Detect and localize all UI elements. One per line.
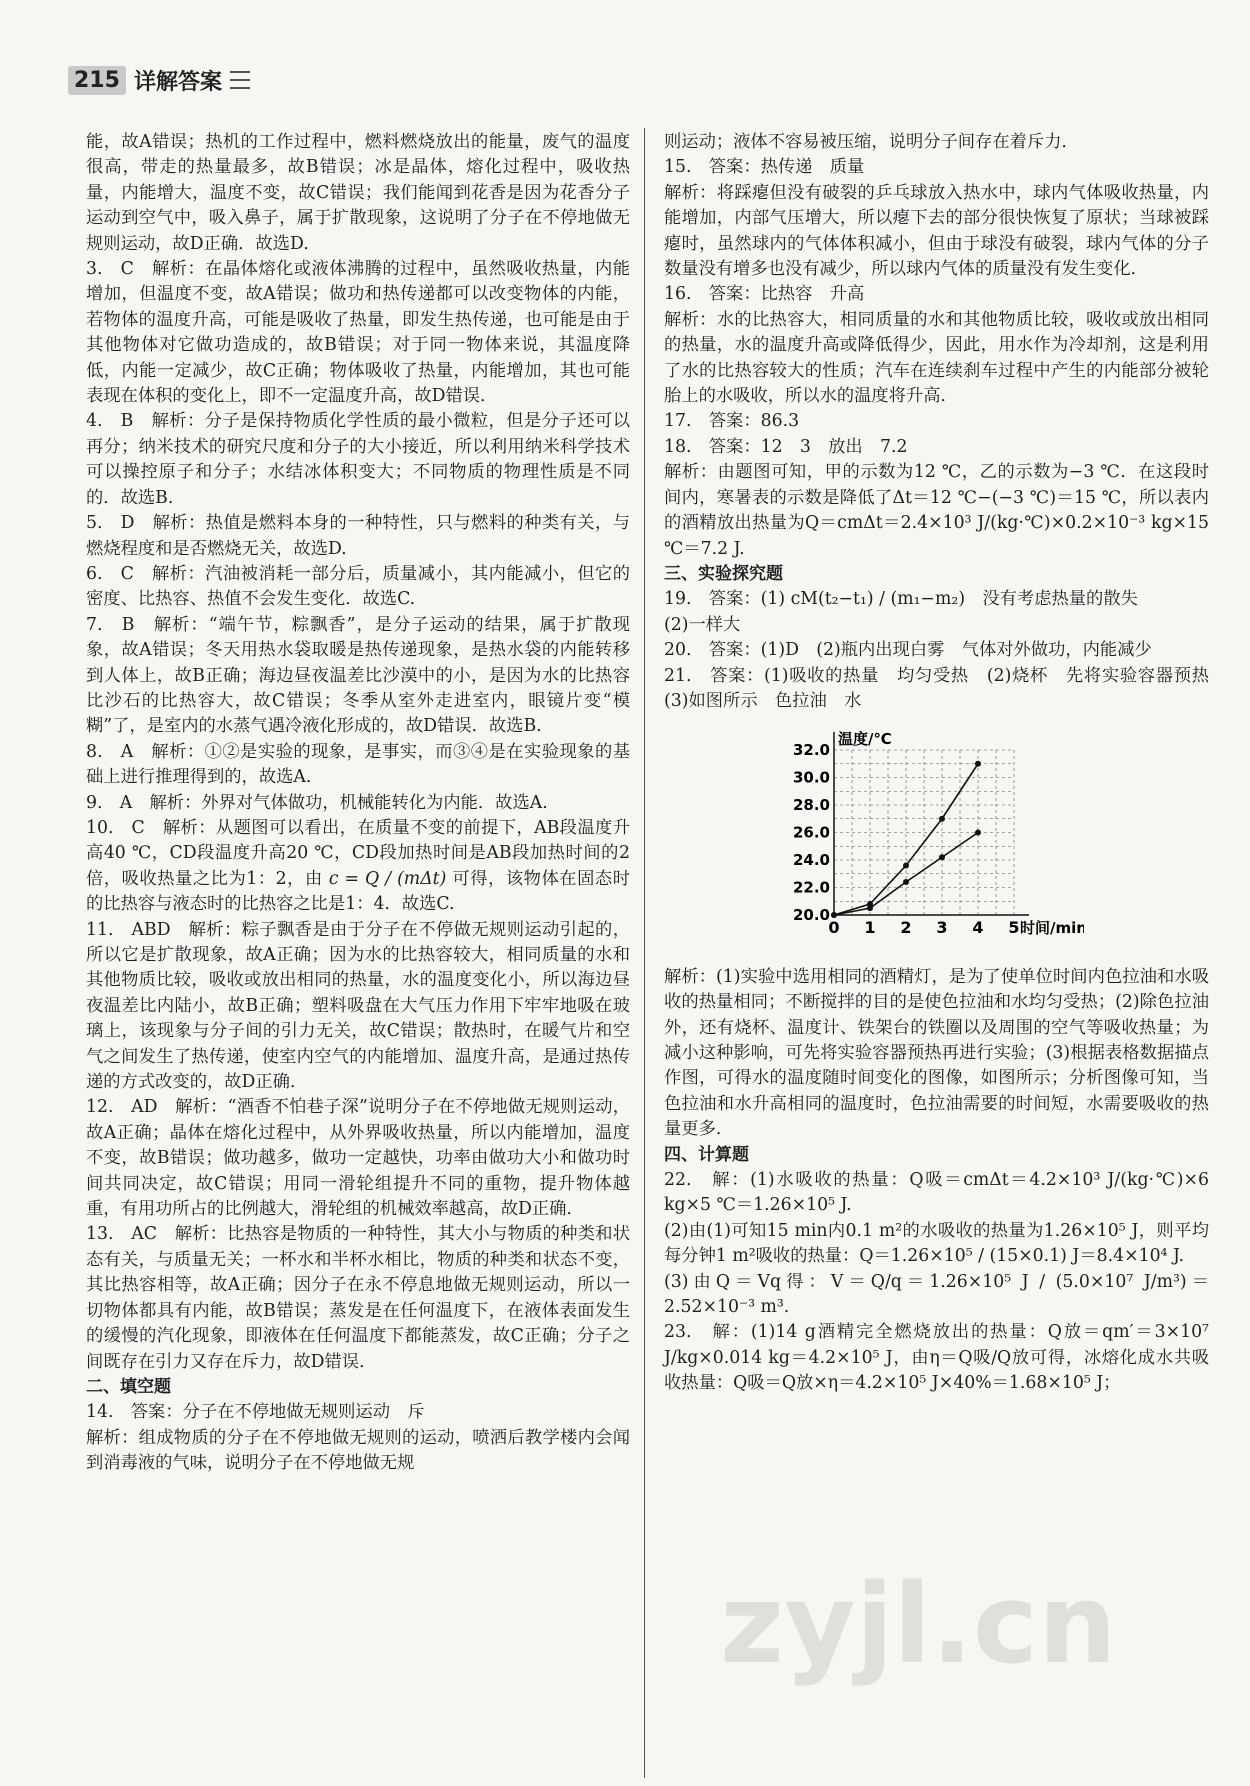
y-tick-label: 30.0 [792, 768, 830, 787]
answer-20: 20. 答案：(1)D (2)瓶内出现白雾 气体对外做功，内能减少 [664, 640, 1152, 661]
answer-13: 13. AC 解析：比热容是物质的一种特性，其大小与物质的种类和状态有关，与质量无关；一杯水和半杯水相比，物质的种类和状态不变，其比热容相等，故A正确；因分子在永不停息地做无规则运动，所以一切物体都具有内能，故B错误；蒸发是在任何温度下，在液体表面发生的缓慢的汽化现象，即液体在任何温度下都能蒸发，故C正确；分子之间既存在引力又存在斥力，故D错误． [86, 1224, 630, 1372]
answer-14-continuation: 则运动；液体不容易被压缩，说明分子间存在着斥力． [664, 132, 1079, 152]
answer-22-part3: (3)由Q＝Vq得：V＝Q/q＝1.26×10⁵ J / (5.0×10⁷ J/m³)＝2.52×10⁻³ m³. [664, 1271, 1209, 1318]
y-axis-label: 温度/℃ [838, 730, 892, 749]
answer-12: 12. AD 解析：“酒香不怕巷子深”说明分子在不停地做无规则运动，故A正确；晶体在熔化过程中，从外界吸收热量，所以内能增加，温度不变，故B错误；做功越多，做功一定越快，功率由做功大小和做功时间共同决定，故C错误；用同一滑轮组提升不同的重物，提升物体越重，有用功所占的比例越大，滑轮组的机械效率越高，故D正确． [86, 1097, 630, 1220]
y-tick-label: 22.0 [792, 878, 830, 897]
y-tick-label: 32.0 [792, 741, 830, 760]
section-experiment: 三、实验探究题 [664, 563, 783, 584]
answer-21-analysis: 解析：(1)实验中选用相同的酒精灯，是为了使单位时间内色拉油和水吸收的热量相同；不断搅拌的目的是使色拉油和水均匀受热；(2)除色拉油外，还有烧杯、温度计、铁架台的铁圈以及周围的空气等吸收热量；为减小这种影响，可先将实验容器预热再进行实验；(3)根据表格数据描点作图，可得水的温度随时间变化的图像，如图所示；分析图像可知，当色拉油和水升高相同的温度时，色拉油需要的时间短，水需要吸收的热量更多． [664, 966, 1209, 1140]
answer-6: 6. C 解析：汽油被消耗一部分后，质量减小，其内能减小，但它的密度、比热容、热值不会发生变化．故选C. [86, 563, 630, 610]
header-title: 详解答案 [133, 69, 222, 95]
answer-19: 19. 答案：(1) cM(t₂−t₁) / (m₁−m₂) 没有考虑热量的散失 [664, 589, 1138, 610]
data-point [939, 816, 945, 822]
answer-16: 16. 答案：比热容 升高 [664, 284, 865, 305]
answer-14: 14. 答案：分子在不停地做无规则运动 斥 [86, 1402, 425, 1423]
x-tick-label: 2 [900, 918, 912, 938]
watermark: zyjl.cn [720, 1560, 1117, 1688]
right-column [664, 130, 1227, 1397]
data-point [975, 830, 981, 836]
answer-16-analysis: 解析：水的比热容大，相同质量的水和其他物质比较，吸收或放出相同的热量，水的温度升高或降低得少，因此，用水作为冷却剂，这是利用了水的比热容较大的性质；汽车在连续刹车过程中产生的内能部分被轮胎上的水吸收，所以水的温度将升高． [664, 309, 1209, 407]
data-point [867, 905, 873, 911]
answer-18: 18. 答案：12 3 放出 7.2 [664, 436, 908, 457]
answer-10-part2: 可得，该物体在固态时的比热容与液态时的比热容之比是1：4．故选C. [86, 868, 630, 915]
answer-4: 4. B 解析：分子是保持物质化学性质的最小微粒，但是分子还可以再分；纳米技术的研究尺度和分子的大小接近，所以利用纳米科学技术可以操控原子和分子；水结冰体积变大；不同物质的物理性质是不同的．故选B. [86, 411, 630, 508]
answer-19-part2: (2)一样大 [664, 614, 741, 635]
answer-10-part1: 10. C 解析：从题图可以看出，在质量不变的前提下，AB段温度升高40 ℃，CD段温度升高20 ℃，CD段加热时间是AB段加热时间的2倍，吸收热量之比为1：2，由 [86, 817, 630, 889]
answer-22-part2: (2)由(1)可知15 min内0.1 m²的水吸收的热量为1.26×10⁵ J，则平均每分钟1 m²吸收的热量：Q＝1.26×10⁵ / (15×0.1) J＝8.4×10⁴ J. [664, 1220, 1209, 1267]
y-tick-label: 20.0 [792, 906, 830, 925]
header-decoration-icon [230, 71, 250, 89]
answer-23: 23. 解：(1)14 g酒精完全燃烧放出的热量：Q放＝qm′＝3×10⁷ J/kg×0.014 kg＝4.2×10⁵ J，由η＝Q吸/Q放可得，冰熔化成水共吸收热量：Q吸＝Q放×η＝4.2×10⁵ J×40%＝1.68×10⁵ J； [664, 1322, 1209, 1394]
x-tick-label: 1 [864, 918, 876, 938]
answer-continuation: 能，故A错误；热机的工作过程中，燃料燃烧放出的能量，废气的温度很高，带走的热量最多，故B错误；冰是晶体，熔化过程中，吸收热量，内能增大，温度不变，故C错误；我们能闻到花香是因为花香分子运动到空气中，吸入鼻子，属于扩散现象，这说明了分子在不停地做无规则运动，故D正确．故选D. [86, 132, 630, 254]
x-tick-label: 3 [936, 918, 948, 938]
answer-5: 5. D 解析：热值是燃料本身的一种特性，只与燃料的种类有关，与燃烧程度和是否燃烧无关，故选D. [86, 513, 630, 559]
x-axis-label: 时间/min [1020, 919, 1084, 938]
answer-18-analysis: 解析：由题图可知，甲的示数为12 ℃，乙的示数为−3 ℃．在这段时间内，寒暑表的示数是降低了Δt＝12 ℃−(−3 ℃)＝15 ℃，所以表内的酒精放出热量为Q＝cmΔt＝2.4×10³ J/(kg·℃)×0.2×10⁻³ kg×15 ℃＝7.2 J. [664, 462, 1209, 559]
answer-3: 3. C 解析：在晶体熔化或液体沸腾的过程中，虽然吸收热量，内能增加，但温度不变，故A错误；做功和热传递都可以改变物体的内能，若物体的温度升高，可能是吸收了热量，即发生热传递，也可能是由于其他物体对它做功造成的，故B错误；对于同一物体来说，其温度降低，内能一定减少，故C正确；物体吸收了热量，内能增加，其也可能表现在体积的变化上，即不一定温度升高，故D错误． [86, 259, 630, 407]
left-column [86, 130, 630, 1477]
answer-15-analysis: 解析：将踩瘪但没有破裂的乒乓球放入热水中，球内气体吸收热量，内能增加，内部气压增大，所以瘪下去的部分很快恢复了原状；当球被踩瘪时，虽然球内的气体体积减小，但由于球没有破裂，球内气体的分子数量没有增多也没有减少，所以球内气体的质量没有发生变化． [664, 182, 1209, 280]
answer-21: 21. 答案：(1)吸收的热量 均匀受热 (2)烧杯 先将实验容器预热 (3)如图所示 色拉油 水 [664, 665, 1227, 711]
x-tick-label: 0 [828, 918, 840, 938]
page-header [68, 62, 250, 98]
y-tick-label: 24.0 [792, 851, 830, 870]
temperature-time-chart [784, 720, 1084, 950]
y-tick-label: 28.0 [792, 796, 830, 815]
section-fill-in: 二、填空题 [86, 1376, 171, 1397]
data-point [939, 855, 945, 861]
section-calculation: 四、计算题 [664, 1144, 749, 1165]
x-tick-label: 5 [1008, 918, 1020, 938]
data-point [975, 761, 981, 767]
x-tick-label: 4 [972, 918, 984, 938]
answer-15: 15. 答案：热传递 质量 [664, 157, 865, 178]
answer-7: 7. B 解析：“端午节，粽飘香”，是分子运动的结果，属于扩散现象，故A错误；冬天用热水袋取暖是热传递现象，是热水袋的内能转移到人体上，故B正确；海边昼夜温差比沙漠中的小，是因为水的比热容比沙石的比热容大，故C错误；冬季从室外走进室内，眼镜片变“模糊”了，是室内的水蒸气遇冷液化形成的，故D错误．故选B. [86, 614, 630, 737]
answer-9: 9. A 解析：外界对气体做功，机械能转化为内能．故选A. [86, 792, 548, 813]
answer-10-formula: c = Q / (mΔt) [328, 868, 447, 889]
answer-17: 17. 答案：86.3 [664, 411, 800, 432]
page-number: 215 [68, 66, 126, 95]
y-tick-label: 26.0 [792, 823, 830, 842]
data-point [903, 879, 909, 885]
answer-10 [86, 816, 630, 918]
data-point [903, 863, 909, 869]
answer-11: 11. ABD 解析：粽子飘香是由于分子在不停做无规则运动引起的，所以它是扩散现象，故A正确；因为水的比热容较大，相同质量的水和其他物质比较，吸收或放出相同的热量，水的温度变化小，所以海边昼夜温差比内陆小，故B正确；塑料吸盘在大气压力作用下牢牢地吸在玻璃上，该现象与分子间的引力无关，故C错误；散热时，在暖气片和空气之间发生了热传递，使室内空气的内能增加、温度升高，是通过热传递的方式改变的，故D正确． [86, 919, 630, 1093]
column-divider [644, 128, 645, 1778]
answer-22-part1: 22. 解：(1)水吸收的热量：Q吸＝cmΔt＝4.2×10³ J/(kg·℃)×6 kg×5 ℃＝1.26×10⁵ J. [664, 1170, 1209, 1216]
answer-14-analysis: 解析：组成物质的分子在不停地做无规则的运动，喷洒后教学楼内会闻到消毒液的气味，说明分子在不停地做无规 [86, 1427, 630, 1474]
data-point [831, 912, 837, 918]
answer-8: 8. A 解析：①②是实验的现象，是事实，而③④是在实验现象的基础上进行推理得到的，故选A. [86, 741, 630, 788]
